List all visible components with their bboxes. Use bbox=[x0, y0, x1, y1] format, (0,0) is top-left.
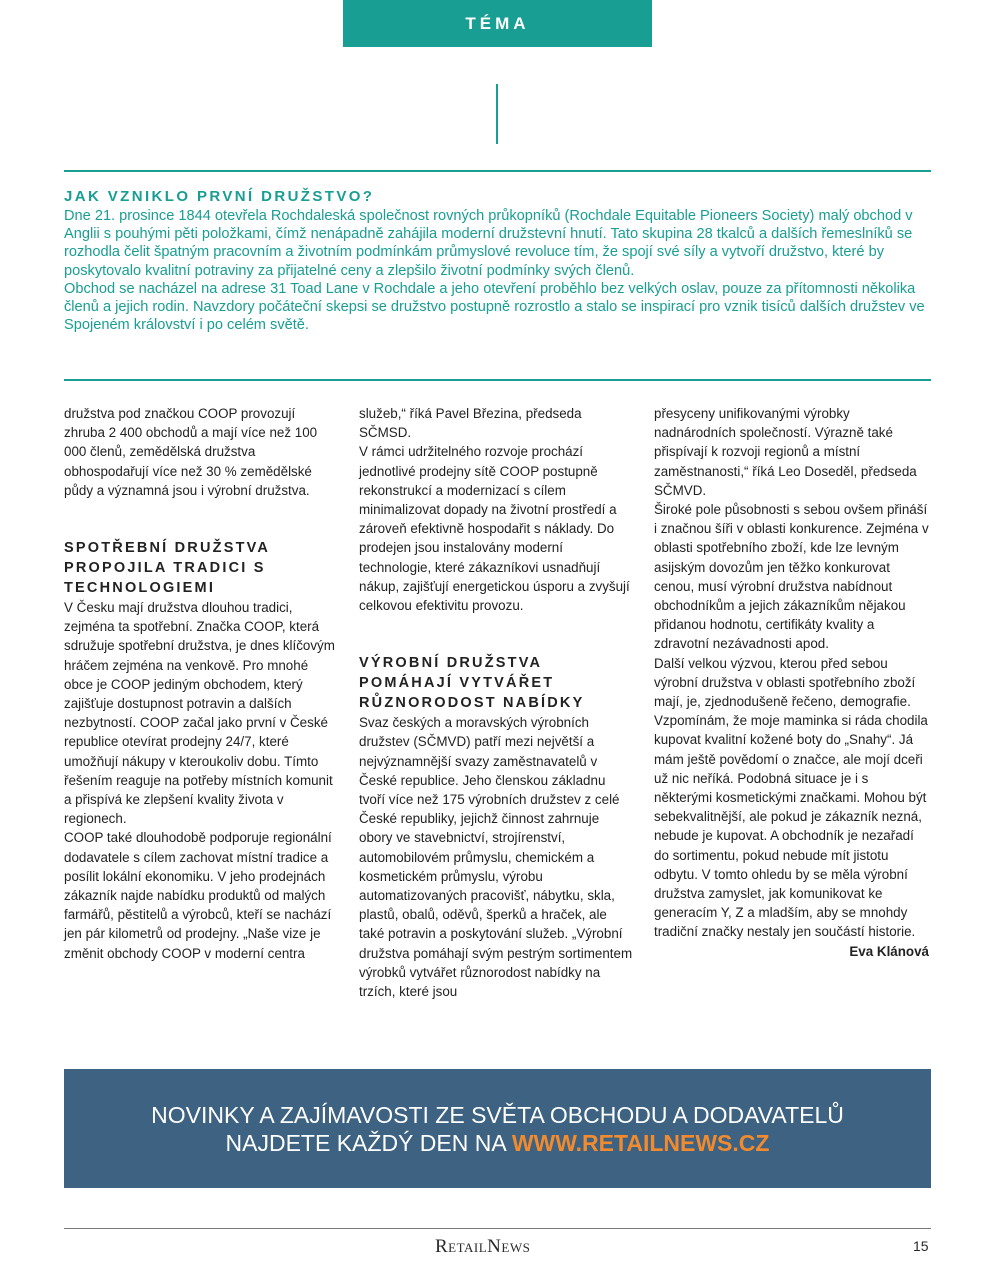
history-box bbox=[64, 207, 934, 334]
box-top-rule bbox=[64, 170, 931, 172]
banner-line-2 bbox=[64, 1129, 931, 1157]
article-paragraph: služeb,“ říká Pavel Březina, předseda SČMSD. bbox=[359, 406, 582, 441]
article-column-1 bbox=[64, 404, 339, 963]
box-heading: JAK VZNIKLO PRVNÍ DRUŽSTVO? bbox=[64, 188, 375, 205]
banner-line-1: NOVINKY A ZAJÍMAVOSTI ZE SVĚTA OBCHODU A DODAVATELŮ bbox=[151, 1101, 844, 1128]
article-column-2 bbox=[359, 404, 634, 1001]
subheading-consumer-cooperatives: SPOTŘEBNÍ DRUŽSTVA PROPOJILA TRADICI S TECHNOLOGIEMI bbox=[64, 540, 270, 597]
box-paragraph-2: Obchod se nacházel na adrese 31 Toad Lane v Rochdale a jeho otevření proběhlo bez velkých oslav, pouze za přítomnosti několika členů a jejich rodin. Navzdory počáteční skepsi se družstvo postupně rozrostlo a stalo se inspirací pro vznik tisíců dalších družstev ve Spojeném království i po celém světě. bbox=[64, 280, 925, 334]
article-author: Eva Klánová bbox=[849, 943, 929, 959]
box-paragraph-1: Dne 21. prosince 1844 otevřela Rochdaleská společnost rovných průkopníků (Rochdale Equitable Pioneers Society) malý obchod v Anglii s pouhými pěti položkami, čímž nenápadně zahájila moderní družstevní hnutí. Tato skupina 28 tkalců a dalších řemeslníků se rozhodla čelit špatným pracovním a životním podmínkám průmyslové revoluce tím, že spojí své síly a vytvoří družstvo, které by poskytovalo kvalitní potraviny za přijatelné ceny a zlepšilo životní podmínky svých členů. bbox=[64, 208, 913, 279]
article-paragraph: V rámci udržitelného rozvoje prochází jednotlivé prodejny sítě COOP postupně rekonstrukcí a modernizací s cílem minimalizovat dopady na životní prostředí a zároveň efektivně hospodařit s náklady. Do prodejen jsou instalovány moderní technologie, které zákazníkovi usnadňují nákup, zajišťují energetickou úsporu a zvyšují celkovou efektivitu provozu. bbox=[359, 444, 630, 614]
article-paragraph: Další velkou výzvou, kterou před sebou výrobní družstva v oblasti spotřebního zboží mají, je, zjednodušeně řečeno, demografie. Vzpomínám, že moje maminka si ráda chodila kupovat kvalitní kožené boty do „Snahy“. Já mám ještě povědomí o značce, ale mojí dceři už nic neříká. Podobná situace je i s některými kosmetickými značkami. Mohou být sebekvalitnější, ale pokud je zákazník nezná, nebude je kupovat. A obchodník je nezařadí do sortimentu, pokud nebude mít jistotu odbytu. V tomto ohledu by se měla výrobní družstva zamyslet, jak komunikovat ke generacím Y, Z a mladším, aby se mnohdy tradiční značky nestaly jen součástí historie. bbox=[654, 655, 928, 940]
article-paragraph: Široké pole působnosti s sebou ovšem přináší i značnou šíři v oblasti konkurence. Zejména v oblasti spotřebního zboží, kde lze levným asijským dovozům jen těžko konkurovat cenou, musí výrobní družstva nabídnout obchodníkům a jejich zákazníkům nějakou přidanou hodnotu, certifikáty kvality a zdravotní nezávadnosti apod. bbox=[654, 502, 929, 652]
page-number: 15 bbox=[913, 1238, 929, 1254]
article-paragraph: Svaz českých a moravských výrobních družstev (SČMVD) patří mezi největší a nejvýznamnější svazy zaměstnavatelů v České republice. Jeho členskou základnu tvoří více než 175 výrobních družstev z celé České republiky, jejichž činnost zahrnuje obory ve stavebnictví, strojírenství, automobilovém průmyslu, chemickém a kosmetickém průmyslu, výrobu automatizovaných pracovišť, nábytku, skla, plastů, obalů, oděvů, šperků a hraček, ale také potravin a poskytování služeb. „Výrobní družstva pomáhají svým pestrým sortimentem výrobků vytvářet různorodost nabídky na trzích, které jsou bbox=[359, 715, 633, 1000]
retailnews-link[interactable]: WWW.RETAILNEWS.CZ bbox=[511, 1129, 770, 1156]
retailnews-logo: RetailNews bbox=[435, 1236, 531, 1257]
decorative-vertical-line bbox=[496, 84, 498, 144]
promo-banner bbox=[64, 1069, 931, 1188]
article-paragraph: V Česku mají družstva dlouhou tradici, zejména ta spotřební. Značka COOP, která sdružuje spotřební družstva, je dnes klíčovým hráčem zejména na venkově. Pro mnohé obce je COOP jediným obchodem, který zajišťuje dostupnost potravin a dalších nezbytností. COOP začal jako první v České republice otevírat prodejny 24/7, které umožňují nákupy v kteroukoliv dobu. Tímto řešením reaguje na potřeby místních komunit a přispívá ke zlepšení kvality života v regionech. bbox=[64, 600, 335, 827]
section-tab: TÉMA bbox=[343, 0, 652, 47]
article-column-3 bbox=[654, 404, 929, 961]
article-paragraph: družstva pod značkou COOP provozují zhruba 2 400 obchodů a mají více než 100 000 členů, zemědělská družstva obhospodařují více než 30 % zemědělské půdy a významná jsou i výrobní družstva. bbox=[64, 406, 318, 498]
article-paragraph: přesyceny unifikovanými výrobky nadnárodních společností. Výrazně také přispívají k rozvoji regionů a místní zaměstnanosti,“ říká Leo Doseděl, předseda SČMVD. bbox=[654, 406, 917, 498]
article-paragraph: COOP také dlouhodobě podporuje regionální dodavatele s cílem zachovat místní tradice a posílit lokální ekonomiku. V jeho prodejnách zákazník najde nabídku produktů od malých farmářů, pěstitelů a výrobců, kteří se nachází jen pár kilometrů od prodejny. „Naše vize je změnit obchody COOP v moderní centra bbox=[64, 830, 332, 961]
subheading-production-cooperatives: VÝROBNÍ DRUŽSTVA POMÁHAJÍ VYTVÁŘET RŮZNORODOST NABÍDKY bbox=[359, 655, 585, 712]
footer-rule bbox=[64, 1228, 931, 1229]
banner-line-2-text: NAJDETE KAŽDÝ DEN NA bbox=[225, 1129, 506, 1156]
box-bottom-rule bbox=[64, 379, 931, 381]
